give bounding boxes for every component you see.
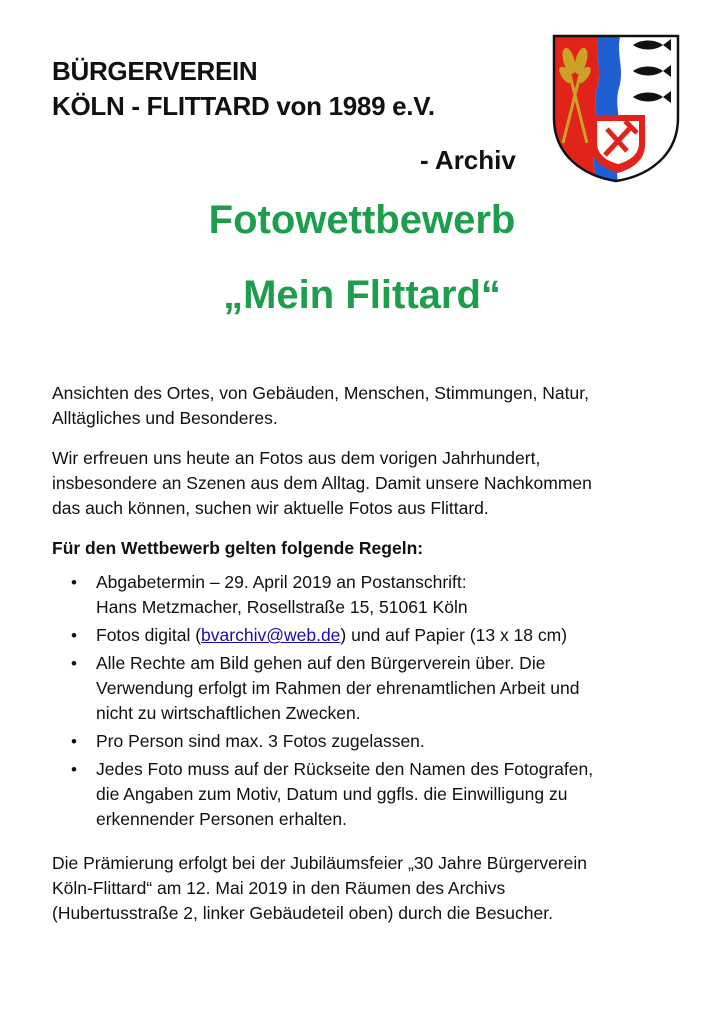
text-segment: Fotos digital ( (96, 625, 202, 645)
text-line: Pro Person sind max. 3 Fotos zugelassen. (96, 731, 425, 751)
coat-of-arms-logo (551, 33, 681, 183)
org-name-line1: BÜRGERVEREIN (52, 56, 258, 86)
text-line: Alltägliches und Besonderes. (52, 408, 278, 428)
email-link[interactable]: bvarchiv@web.de (201, 625, 341, 645)
bullet-icon: • (71, 573, 77, 592)
archiv-label: - Archiv (420, 145, 516, 175)
text-line: (Hubertusstraße 2, linker Gebäudeteil oben) durch die Besucher. (52, 903, 553, 923)
text-line: Wir erfreuen uns heute an Fotos aus dem vorigen Jahrhundert, (52, 448, 541, 468)
text-segment: ) und auf Papier (13 x 18 cm) (340, 625, 568, 645)
text-line: das auch können, suchen wir aktuelle Fotos aus Flittard. (52, 498, 489, 518)
rule-item-backside (52, 757, 672, 832)
rule-item-deadline (52, 570, 672, 620)
org-name-line2: KÖLN - FLITTARD von 1989 e.V. (52, 91, 435, 121)
rules-list (52, 570, 672, 835)
rule-item-limit (52, 729, 672, 754)
intro-paragraph-1 (52, 381, 672, 431)
rule-item-rights (52, 651, 672, 726)
text-line: insbesondere an Szenen aus dem Alltag. Damit unsere Nachkommen (52, 473, 592, 493)
rule-item-format (52, 623, 672, 648)
contest-subtitle: „Mein Flittard“ (223, 273, 501, 317)
bullet-icon: • (71, 626, 77, 645)
text-line: Verwendung erfolgt im Rahmen der ehrenamtlichen Arbeit und (96, 678, 580, 698)
text-line: die Angaben zum Motiv, Datum und ggfls. die Einwilligung zu (96, 784, 568, 804)
text-line: erkennender Personen erhalten. (96, 809, 348, 829)
rules-heading: Für den Wettbewerb gelten folgende Regeln: (52, 538, 424, 558)
contest-title: Fotowettbewerb (208, 198, 516, 242)
bullet-icon: • (71, 654, 77, 673)
text-line: Die Prämierung erfolgt bei der Jubiläumsfeier „30 Jahre Bürgerverein (52, 853, 587, 873)
text-line: Hans Metzmacher, Rosellstraße 15, 51061 Köln (96, 597, 468, 617)
crest-red-field (551, 33, 599, 183)
closing-paragraph (52, 851, 672, 926)
bullet-icon: • (71, 732, 77, 751)
bullet-icon: • (71, 760, 77, 779)
text-line: Jedes Foto muss auf der Rückseite den Namen des Fotografen, (96, 759, 594, 779)
intro-paragraph-2 (52, 446, 672, 521)
text-line: Ansichten des Ortes, von Gebäuden, Menschen, Stimmungen, Natur, (52, 383, 589, 403)
text-line: Alle Rechte am Bild gehen auf den Bürgerverein über. Die (96, 653, 546, 673)
text-line: nicht zu wirtschaftlichen Zwecken. (96, 703, 361, 723)
text-line: Köln-Flittard“ am 12. Mai 2019 in den Räumen des Archivs (52, 878, 506, 898)
text-line: Abgabetermin – 29. April 2019 an Postanschrift: (96, 572, 467, 592)
